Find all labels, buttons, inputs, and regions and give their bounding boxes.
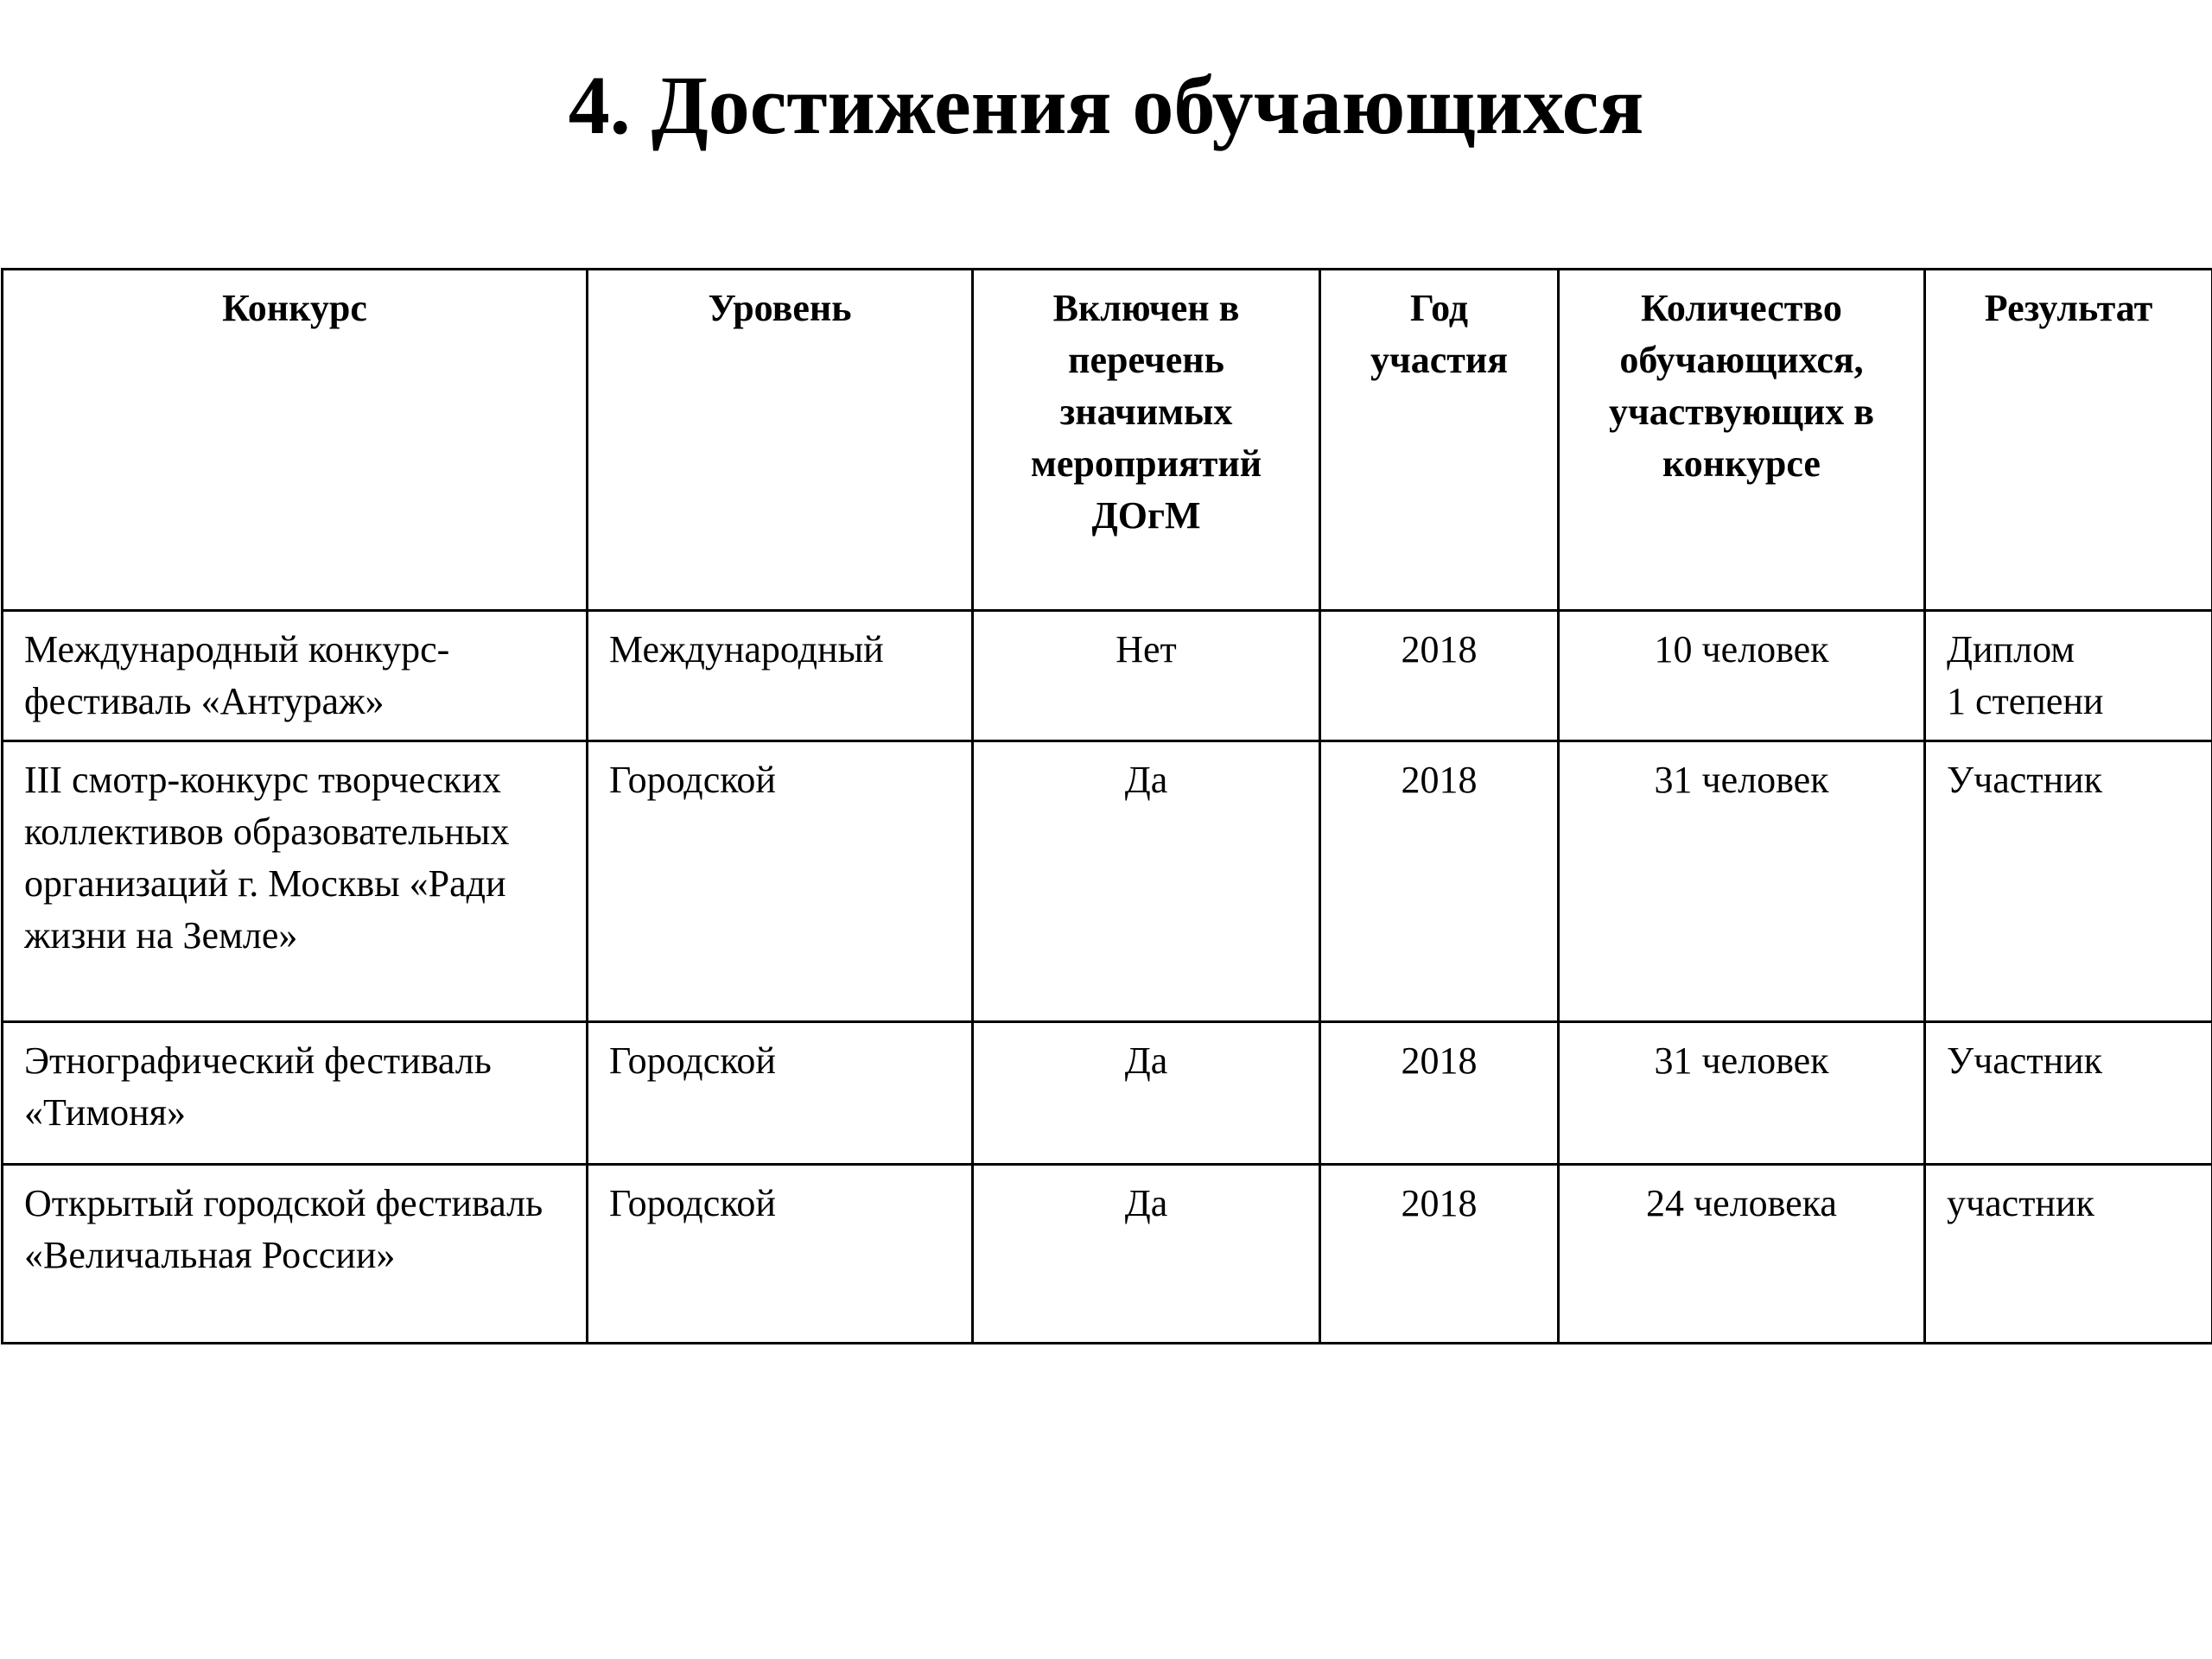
table-row [3, 741, 2212, 1022]
cell-year: 2018 [1320, 741, 1559, 1022]
cell-included: Да [973, 1165, 1320, 1344]
cell-year: 2018 [1320, 611, 1559, 741]
result-line-2: 1 степени [1947, 680, 2104, 722]
cell-count: 10 человек [1559, 611, 1925, 741]
result-line-1: участник [1947, 1182, 2094, 1224]
header-count: Количество обучающихся, участвующих в конкурсе [1559, 270, 1925, 611]
cell-included: Да [973, 741, 1320, 1022]
achievements-table [1, 268, 2212, 1344]
cell-included: Да [973, 1022, 1320, 1165]
cell-level: Городской [588, 1022, 973, 1165]
cell-result [1925, 1022, 2212, 1165]
cell-result [1925, 741, 2212, 1022]
cell-count: 31 человек [1559, 741, 1925, 1022]
cell-result [1925, 1165, 2212, 1344]
table-row [3, 1165, 2212, 1344]
cell-contest: Этнографический фестиваль «Тимоня» [3, 1022, 588, 1165]
header-contest: Конкурс [3, 270, 588, 611]
page-title: 4. Достижения обучающихся [568, 59, 1644, 151]
cell-result [1925, 611, 2212, 741]
table-row [3, 1022, 2212, 1165]
cell-contest: III смотр-конкурс творческих коллективов образовательных организаций г. Москвы «Ради жизни на Земле» [3, 741, 588, 1022]
header-year: Год участия [1320, 270, 1559, 611]
cell-level: Городской [588, 741, 973, 1022]
header-result: Результат [1925, 270, 2212, 611]
cell-year: 2018 [1320, 1022, 1559, 1165]
result-line-1: Диплом [1947, 628, 2075, 671]
table-row [3, 611, 2212, 741]
cell-contest: Международный конкурс-фестиваль «Антураж» [3, 611, 588, 741]
table-header-row [3, 270, 2212, 611]
result-line-1: Участник [1947, 759, 2103, 801]
cell-level: Городской [588, 1165, 973, 1344]
achievements-table-container [0, 268, 2212, 1344]
cell-count: 24 человека [1559, 1165, 1925, 1344]
cell-level: Международный [588, 611, 973, 741]
header-level: Уровень [588, 270, 973, 611]
cell-count: 31 человек [1559, 1022, 1925, 1165]
cell-year: 2018 [1320, 1165, 1559, 1344]
result-line-1: Участник [1947, 1039, 2103, 1082]
header-included: Включен в перечень значимых мероприятий ДОгМ [973, 270, 1320, 611]
cell-included: Нет [973, 611, 1320, 741]
cell-contest: Открытый городской фестиваль «Величальная России» [3, 1165, 588, 1344]
